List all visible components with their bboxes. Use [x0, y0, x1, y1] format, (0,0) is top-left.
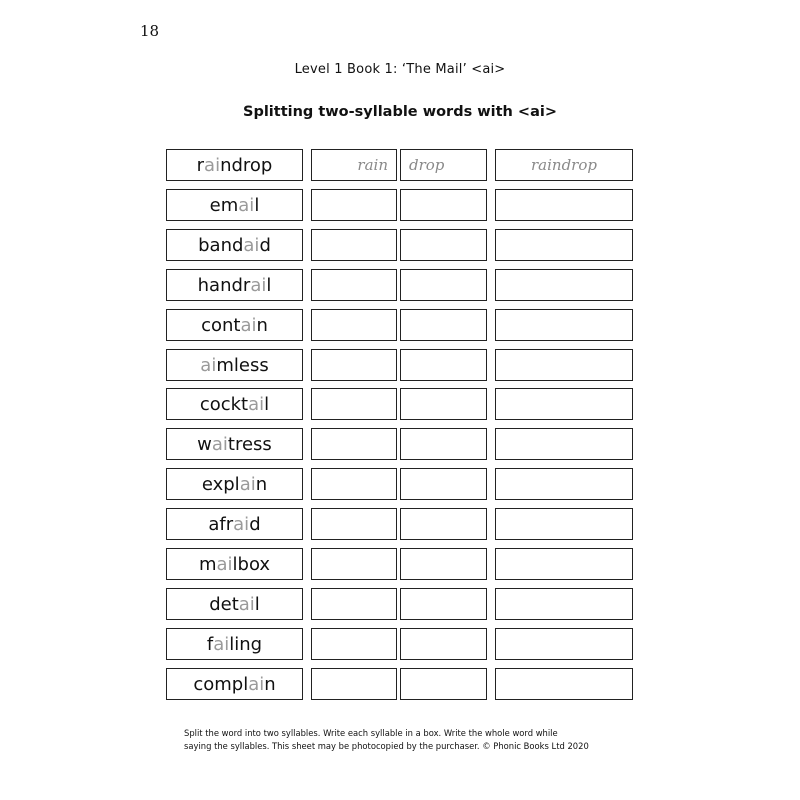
syllable-2-box[interactable]: [400, 508, 487, 540]
word-part: l: [254, 194, 260, 216]
whole-word-box[interactable]: [495, 428, 633, 460]
target-word-box: [166, 588, 303, 620]
word-part: band: [198, 234, 244, 256]
syllable-1-box[interactable]: [311, 309, 397, 341]
whole-word-box[interactable]: [495, 588, 633, 620]
syllable-1-box[interactable]: [311, 628, 397, 660]
syllable-2-box[interactable]: [400, 428, 487, 460]
word-part: expl: [201, 473, 240, 495]
syllable-1-box[interactable]: [311, 349, 397, 381]
word-part: afr: [208, 513, 234, 535]
word-part: r: [196, 154, 205, 176]
word-part: l: [254, 593, 260, 615]
syllable-2-box[interactable]: [400, 349, 487, 381]
syllable-2-box[interactable]: [400, 628, 487, 660]
word-part: l: [264, 393, 270, 415]
whole-word-box[interactable]: [495, 269, 633, 301]
target-word-box: [166, 428, 303, 460]
word-part: w: [197, 433, 212, 455]
word-part: cont: [201, 314, 241, 336]
syllable-1-box[interactable]: [311, 588, 397, 620]
target-word-box: [166, 229, 303, 261]
example-syllable-2: drop: [409, 156, 445, 174]
syllable-1-box[interactable]: [311, 149, 397, 181]
word-part: ndrop: [220, 154, 273, 176]
ai-grapheme: ai: [248, 393, 265, 415]
whole-word-box[interactable]: [495, 309, 633, 341]
ai-grapheme: ai: [248, 673, 265, 695]
syllable-1-box[interactable]: [311, 229, 397, 261]
header-line: Level 1 Book 1: ‘The Mail’ <ai>: [294, 62, 506, 77]
footer-line-2: saying the syllables. This sheet may be photocopied by the purchaser. © Phonic Books Ltd 2020: [184, 741, 589, 751]
word-part: det: [209, 593, 239, 615]
syllable-2-box[interactable]: [400, 189, 487, 221]
syllable-1-box[interactable]: [311, 428, 397, 460]
footer-line-1: Split the word into two syllables. Write each syllable in a box. Write the whole word while: [184, 728, 558, 738]
ai-grapheme: ai: [243, 234, 260, 256]
syllable-2-box[interactable]: [400, 309, 487, 341]
syllable-1-box[interactable]: [311, 269, 397, 301]
target-word-box: [166, 309, 303, 341]
word-part: cockt: [199, 393, 249, 415]
target-word-box: [166, 269, 303, 301]
word-part: l: [266, 274, 272, 296]
whole-word-box[interactable]: [495, 229, 633, 261]
word-part: handr: [197, 274, 251, 296]
footer-instructions: [184, 727, 644, 753]
target-word-box: [166, 468, 303, 500]
whole-word-box[interactable]: [495, 189, 633, 221]
whole-word-box[interactable]: [495, 668, 633, 700]
syllable-1-box[interactable]: [311, 388, 397, 420]
word-part: ling: [229, 633, 263, 655]
word-part: tress: [227, 433, 272, 455]
target-word-box: [166, 349, 303, 381]
word-part: d: [259, 234, 271, 256]
page-number: 18: [140, 22, 160, 40]
ai-grapheme: ai: [233, 513, 250, 535]
whole-word-box[interactable]: [495, 508, 633, 540]
syllable-2-box[interactable]: [400, 269, 487, 301]
ai-grapheme: ai: [216, 553, 233, 575]
worksheet-title: Splitting two-syllable words with <ai>: [243, 104, 557, 120]
ai-grapheme: ai: [204, 154, 221, 176]
whole-word-box[interactable]: [495, 349, 633, 381]
word-part: m: [198, 553, 217, 575]
word-part: n: [264, 673, 276, 695]
syllable-2-box[interactable]: [400, 668, 487, 700]
ai-grapheme: ai: [240, 314, 257, 336]
ai-grapheme: ai: [250, 274, 267, 296]
syllable-1-box[interactable]: [311, 508, 397, 540]
target-word-box: [166, 149, 303, 181]
ai-grapheme: ai: [239, 473, 256, 495]
syllable-2-box[interactable]: [400, 588, 487, 620]
example-syllable-1: rain: [357, 156, 388, 174]
word-part: f: [206, 633, 214, 655]
word-part: n: [255, 473, 268, 495]
target-word-box: [166, 668, 303, 700]
target-word-box: [166, 189, 303, 221]
word-part: compl: [193, 673, 249, 695]
target-word-box: [166, 628, 303, 660]
target-word-box: [166, 388, 303, 420]
syllable-1-box[interactable]: [311, 189, 397, 221]
syllable-1-box[interactable]: [311, 668, 397, 700]
syllable-2-box[interactable]: [400, 229, 487, 261]
syllable-2-box[interactable]: [400, 388, 487, 420]
whole-word-box[interactable]: [495, 468, 633, 500]
syllable-1-box[interactable]: [311, 468, 397, 500]
example-whole-word: raindrop: [531, 156, 597, 174]
syllable-2-box[interactable]: [400, 468, 487, 500]
syllable-2-box[interactable]: [400, 548, 487, 580]
word-part: em: [209, 194, 239, 216]
whole-word-box[interactable]: [495, 548, 633, 580]
ai-grapheme: ai: [238, 593, 255, 615]
word-part: n: [256, 314, 268, 336]
whole-word-box[interactable]: [495, 388, 633, 420]
ai-grapheme: ai: [238, 194, 255, 216]
whole-word-box[interactable]: [495, 149, 633, 181]
word-part: lbox: [232, 553, 271, 575]
target-word-box: [166, 508, 303, 540]
ai-grapheme: ai: [211, 433, 228, 455]
whole-word-box[interactable]: [495, 628, 633, 660]
word-part: d: [249, 513, 261, 535]
ai-grapheme: ai: [213, 633, 230, 655]
syllable-1-box[interactable]: [311, 548, 397, 580]
ai-grapheme: ai: [200, 354, 217, 376]
target-word-box: [166, 548, 303, 580]
word-part: mless: [216, 354, 269, 376]
syllable-2-box[interactable]: [400, 149, 487, 181]
